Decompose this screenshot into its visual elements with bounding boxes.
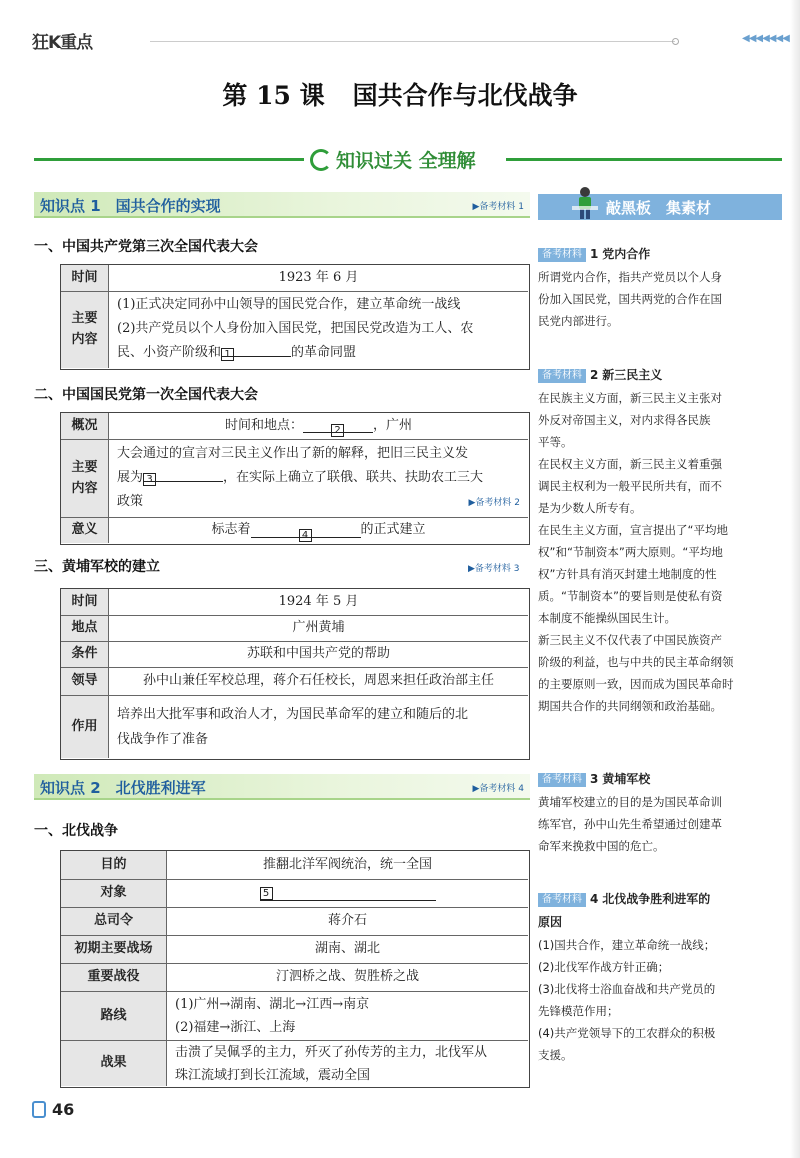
row-label: 总司令	[61, 908, 167, 935]
table-row	[61, 265, 528, 291]
material-tag: 备考材料	[538, 369, 586, 383]
material-line: (4)共产党领导下的工农群众的积极	[538, 1025, 716, 1040]
section-banner	[310, 146, 476, 173]
row-label: 条件	[61, 642, 109, 667]
banner-text: 知识过关 全理解	[336, 150, 476, 172]
knowledge-point-2	[34, 774, 530, 800]
table-row	[61, 589, 528, 615]
fill-blank-4[interactable]	[251, 524, 361, 541]
row-label: 领导	[61, 668, 109, 695]
row-label: 意义	[61, 518, 109, 543]
table-row	[61, 907, 528, 935]
material-tag: 备考材料	[538, 893, 586, 907]
table-row	[61, 851, 528, 879]
material-heading: 新三民主义	[602, 368, 663, 382]
material-line: 期国共合作的共同纲领和政治基础。	[538, 698, 722, 713]
material-line: (3)北伐将士浴血奋战和共产党员的	[538, 981, 716, 996]
blank-number: 4	[299, 529, 312, 542]
row-value	[109, 292, 528, 368]
blank-number: 1	[221, 348, 234, 361]
row-label: 时间	[61, 265, 109, 291]
table-row	[61, 439, 528, 517]
swirl-icon	[310, 149, 332, 171]
row-value	[109, 413, 528, 439]
row-value: 汀泗桥之战、贺胜桥之战	[275, 969, 419, 985]
banner-rule-right	[506, 158, 782, 161]
table-row	[61, 695, 528, 758]
row-label: 路线	[61, 992, 167, 1040]
content-line: 击溃了吴佩孚的主力，歼灭了孙传芳的主力，北伐军从	[175, 1045, 488, 1060]
kp1-label: 知识点 1 国共合作的实现	[40, 197, 221, 215]
content-line: (1)广州→湖南、湖北→江西→南京	[175, 997, 370, 1012]
material-line: 份加入国民党，国共两党的合作在国	[538, 291, 722, 306]
table-row	[61, 991, 528, 1040]
sec3-heading: 三、黄埔军校的建立	[34, 559, 160, 575]
row-value	[167, 992, 528, 1040]
material-line: 所谓党内合作，指共产党员以个人身	[538, 269, 722, 284]
row-label: 时间	[61, 589, 109, 615]
content-line: 伐战争作了准备	[117, 732, 209, 747]
fill-blank-3[interactable]	[143, 468, 223, 485]
material-number: 2	[590, 368, 599, 382]
brand-text: 狂K重点	[32, 33, 93, 53]
material-ref-link[interactable]: ▶备考材料 3	[468, 564, 520, 574]
sec4-heading: 一、北伐战争	[34, 823, 118, 839]
material-heading: 党内合作	[602, 247, 651, 261]
row-value: 蒋介石	[327, 913, 367, 929]
material-line: 民党内部进行。	[538, 313, 619, 328]
row-label: 战果	[61, 1041, 167, 1086]
text-fragment: 民、小资产阶级和	[117, 345, 222, 360]
text-fragment: 时间和地点：	[224, 417, 303, 433]
material-number: 4	[590, 892, 599, 906]
knowledge-point-1	[34, 192, 530, 218]
material-line: 平等。	[538, 434, 573, 449]
material-line: 外反对帝国主义，对内求得各民族	[538, 412, 711, 427]
text-fragment: ，在实际上确立了联俄、联共、扶助农工三大	[223, 470, 484, 485]
material-line: 练军官，孙中山先生希望通过创建革	[538, 816, 722, 831]
kp2-label: 知识点 2 北伐胜利进军	[40, 779, 206, 797]
material-heading-cont: 原因	[538, 914, 563, 929]
material-heading: 北伐战争胜利进军的	[602, 892, 711, 906]
material-ref-link[interactable]: ▶备考材料 2	[468, 498, 520, 508]
material-3	[538, 768, 783, 857]
material-tag: 备考材料	[538, 773, 586, 787]
material-line: 支援。	[538, 1047, 573, 1062]
content-line: 培养出大批军事和政治人才，为国民革命军的建立和随后的北	[117, 707, 469, 722]
material-line: (2)北伐军作战方针正确；	[538, 959, 670, 974]
text-fragment: 政策	[117, 494, 144, 509]
material-line: 是为少数人所专有。	[538, 500, 642, 515]
material-line: 先锋模范作用；	[538, 1003, 619, 1018]
row-label: 对象	[61, 880, 167, 907]
sec2-heading: 二、中国国民党第一次全国代表大会	[34, 387, 258, 403]
kp2-ref-link[interactable]: ▶备考材料 4	[472, 784, 524, 794]
content-line: 大会通过的宣言对三民主义作出了新的解释，把旧三民主义发	[117, 446, 469, 461]
text-fragment: 标志着	[211, 522, 251, 538]
lesson-number: 第 15 课	[222, 81, 325, 110]
table-row	[61, 963, 528, 991]
table-row	[61, 1040, 528, 1086]
blank-number: 2	[331, 424, 344, 437]
page-title	[0, 76, 800, 112]
row-value: 湖南、湖北	[314, 941, 380, 957]
brand-logo	[32, 28, 92, 53]
material-tag: 备考材料	[538, 248, 586, 262]
material-line: 在民权主义方面，新三民主义着重强	[538, 456, 722, 471]
banner-rule-left	[34, 158, 304, 161]
row-value: 1923 年 6 月	[278, 269, 359, 285]
material-line: 在民族主义方面，新三民主义主张对	[538, 390, 722, 405]
table-row	[61, 935, 528, 963]
material-line: 的主要原则一致，因而成为国民革命时	[538, 676, 734, 691]
row-value: 1924 年 5 月	[278, 593, 359, 609]
material-number: 1	[590, 247, 599, 261]
table-row	[61, 879, 528, 907]
material-line: 黄埔军校建立的目的是为国民革命训	[538, 794, 722, 809]
material-line: 新三民主义不仅代表了中国民族资产	[538, 632, 722, 647]
material-1	[538, 243, 783, 332]
lesson-name: 国共合作与北伐战争	[352, 81, 578, 110]
material-line: 质。“节制资本”的要旨则是使私有资	[538, 588, 723, 603]
material-line: 阶级的利益，也与中共的民主革命纲领	[538, 654, 734, 669]
row-value: 孙中山兼任军校总理，蒋介石任校长，周恩来担任政治部主任	[142, 673, 494, 689]
row-value	[109, 440, 528, 517]
material-heading: 黄埔军校	[602, 772, 651, 786]
content-line	[117, 490, 520, 514]
fill-blank-5[interactable]	[260, 887, 436, 901]
row-value: 推翻北洋军阀统治，统一全国	[262, 856, 432, 872]
row-label: 主要内容	[61, 440, 109, 517]
material-line: (1)国共合作，建立革命统一战线；	[538, 937, 716, 952]
content-line	[117, 341, 520, 365]
material-line: 在民生主义方面，宣言提出了“平均地	[538, 522, 728, 537]
material-line: 权”和“节制资本”两大原则。“平均地	[538, 544, 723, 559]
page-edge-shadow	[790, 0, 800, 1158]
table-row	[61, 291, 528, 368]
text-fragment: ，广州	[373, 417, 413, 433]
book-icon	[32, 1101, 46, 1118]
sec1-table	[60, 264, 530, 370]
row-value: 广州黄埔	[292, 620, 345, 636]
row-label: 主要内容	[61, 292, 109, 368]
fill-blank-1[interactable]	[221, 343, 291, 360]
row-value	[167, 880, 528, 907]
blank-number: 5	[260, 887, 273, 900]
row-label: 作用	[61, 696, 109, 758]
text-fragment: 的正式建立	[360, 522, 426, 538]
content-line	[117, 466, 520, 490]
table-row	[61, 641, 528, 667]
content-line: (2)共产党员以个人身份加入国民党，把国民党改造为工人、农	[117, 321, 474, 336]
header-dot	[672, 38, 679, 45]
sidebar-title: 敲黑板 集素材	[606, 199, 712, 217]
page-number: 46	[52, 1100, 75, 1119]
sec4-table	[60, 850, 530, 1088]
row-label: 地点	[61, 616, 109, 641]
table-row	[61, 517, 528, 543]
table-row	[61, 615, 528, 641]
content-line: (2)福建→浙江、上海	[175, 1020, 296, 1035]
material-4	[538, 888, 783, 1066]
row-label: 重要战役	[61, 964, 167, 991]
text-fragment: 展为	[117, 470, 144, 485]
header-arrows-icon: ◀◀◀◀◀◀◀	[742, 33, 789, 44]
material-number: 3	[590, 772, 599, 786]
sec1-heading: 一、中国共产党第三次全国代表大会	[34, 239, 258, 255]
material-line: 权”方针具有消灭封建土地制度的性	[538, 566, 717, 581]
row-label: 初期主要战场	[61, 936, 167, 963]
row-value	[109, 518, 528, 543]
fill-blank-2[interactable]	[303, 419, 373, 436]
sec2-table	[60, 412, 530, 545]
table-row	[61, 667, 528, 695]
table-row	[61, 413, 528, 439]
row-label: 概况	[61, 413, 109, 439]
row-value: 苏联和中国共产党的帮助	[246, 646, 390, 662]
teacher-icon	[572, 186, 598, 220]
content-line: 珠江流域打到长江流域，震动全国	[175, 1068, 371, 1083]
material-2	[538, 364, 783, 717]
material-line: 本制度不能操纵国民生计。	[538, 610, 676, 625]
kp1-ref-link[interactable]: ▶备考材料 1	[472, 202, 524, 212]
sec3-table	[60, 588, 530, 760]
row-value	[167, 1041, 528, 1086]
blank-number: 3	[143, 473, 156, 486]
text-fragment: 的革命同盟	[291, 345, 357, 360]
material-line: 命军来挽救中国的危亡。	[538, 838, 665, 853]
row-value	[109, 696, 528, 758]
row-label: 目的	[61, 851, 167, 879]
header-rule	[150, 41, 675, 42]
content-line: (1)正式决定同孙中山领导的国民党合作，建立革命统一战线	[117, 297, 461, 312]
material-line: 调民主权利为一般平民所共有，而不	[538, 478, 722, 493]
